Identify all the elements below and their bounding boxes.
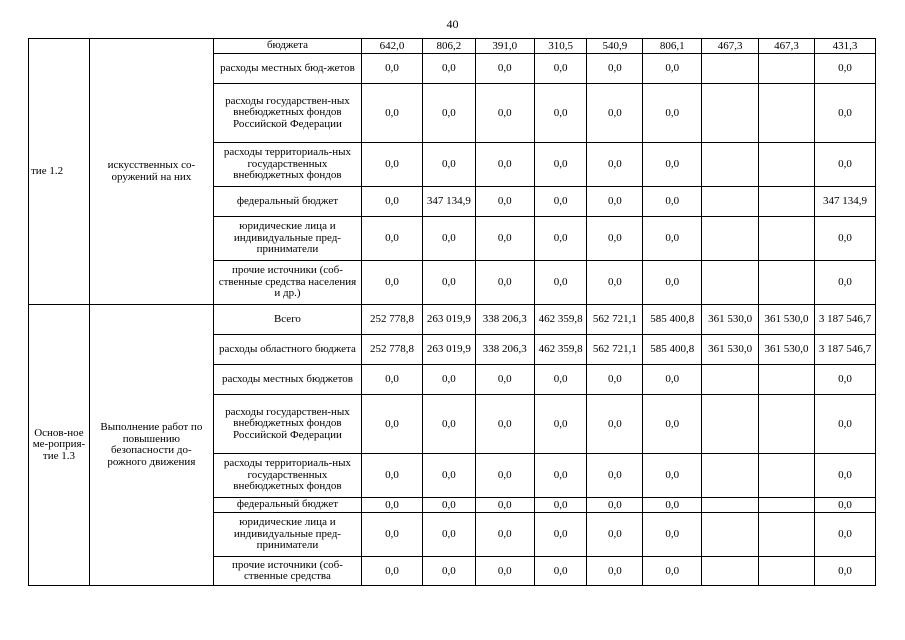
value-cell xyxy=(814,513,875,557)
value-cell xyxy=(587,498,643,513)
value-cell xyxy=(759,498,815,513)
value-cell xyxy=(362,454,423,498)
value-cell xyxy=(759,217,815,261)
value-cell xyxy=(759,395,815,454)
value-text: 0,0 xyxy=(608,106,622,119)
value-text: 0,0 xyxy=(497,469,512,481)
funding-source-cell: прочие источники (соб-ственные средства xyxy=(213,557,361,586)
value-cell xyxy=(702,84,759,143)
value-text: 0,0 xyxy=(608,564,622,577)
funding-source-cell: Всего xyxy=(213,305,361,335)
value-cell xyxy=(702,395,759,454)
value-text: 0,0 xyxy=(385,62,399,74)
value-text: 0,0 xyxy=(442,232,456,244)
value-cell xyxy=(643,84,702,143)
value-cell xyxy=(423,454,476,498)
value-text: 0,0 xyxy=(608,232,622,244)
value-cell xyxy=(475,261,534,305)
value-cell xyxy=(702,261,759,305)
value-cell xyxy=(475,143,534,187)
value-cell xyxy=(643,498,702,513)
value-cell xyxy=(643,187,702,217)
value-cell xyxy=(814,557,875,586)
value-cell xyxy=(362,365,423,395)
event-name-cell: Выполнение работ по повышению безопасности до-рожного движения xyxy=(89,305,213,586)
funding-source-cell: расходы местных бюд-жетов xyxy=(213,54,361,84)
value-cell xyxy=(534,217,587,261)
value-cell xyxy=(587,454,643,498)
value-cell xyxy=(362,557,423,586)
value-text: 0,0 xyxy=(497,232,512,244)
value-text: 806,2 xyxy=(436,39,462,52)
budget-table xyxy=(28,38,876,586)
event-code-cell: тие 1.2 xyxy=(29,39,90,305)
value-cell xyxy=(423,557,476,586)
value-cell xyxy=(475,395,534,454)
value-text: 0,0 xyxy=(553,158,568,170)
value-cell xyxy=(587,54,643,84)
value-cell xyxy=(814,305,875,335)
funding-source-cell: федеральный бюджет xyxy=(213,187,361,217)
value-cell xyxy=(423,335,476,365)
value-cell xyxy=(534,143,587,187)
value-text: 562 721,1 xyxy=(592,343,637,355)
value-cell xyxy=(587,365,643,395)
value-cell xyxy=(702,143,759,187)
value-text: 0,0 xyxy=(665,158,680,170)
value-text: 0,0 xyxy=(553,373,568,385)
funding-source-cell: расходы местных бюджетов xyxy=(213,365,361,395)
value-cell xyxy=(814,335,875,365)
value-cell xyxy=(587,143,643,187)
value-text: 338 206,3 xyxy=(482,313,527,325)
value-cell xyxy=(423,261,476,305)
value-text: 0,0 xyxy=(838,498,852,511)
value-text: 0,0 xyxy=(442,62,456,74)
value-cell xyxy=(643,143,702,187)
value-cell xyxy=(587,217,643,261)
value-cell xyxy=(814,187,875,217)
funding-source-cell: федеральный бюджет xyxy=(213,498,361,513)
value-text: 0,0 xyxy=(665,373,680,385)
value-text: 0,0 xyxy=(553,62,568,74)
value-cell xyxy=(702,365,759,395)
value-text: 0,0 xyxy=(665,528,680,540)
value-cell xyxy=(475,39,534,54)
value-text: 562 721,1 xyxy=(592,313,637,325)
value-cell xyxy=(362,305,423,335)
value-text: 0,0 xyxy=(442,106,456,119)
value-text: 0,0 xyxy=(497,528,512,540)
value-text: 0,0 xyxy=(608,469,622,481)
value-text: 0,0 xyxy=(665,276,680,288)
value-cell xyxy=(814,217,875,261)
value-text: 0,0 xyxy=(385,232,399,244)
value-text: 462 359,8 xyxy=(538,343,583,355)
value-text: 0,0 xyxy=(385,195,399,207)
value-text: 0,0 xyxy=(608,158,622,170)
value-text: 0,0 xyxy=(665,232,680,244)
value-text: 0,0 xyxy=(608,498,622,511)
value-cell xyxy=(423,54,476,84)
value-text: 467,3 xyxy=(717,39,743,52)
value-text: 540,9 xyxy=(602,39,628,52)
value-cell xyxy=(643,454,702,498)
value-text: 0,0 xyxy=(838,276,852,288)
value-cell xyxy=(587,84,643,143)
value-cell xyxy=(362,513,423,557)
value-cell xyxy=(587,513,643,557)
value-text: 0,0 xyxy=(553,528,568,540)
value-text: 338 206,3 xyxy=(482,343,527,355)
value-text: 0,0 xyxy=(385,158,399,170)
value-text: 0,0 xyxy=(838,158,852,170)
value-cell xyxy=(643,395,702,454)
value-text: 0,0 xyxy=(838,564,852,577)
value-text: 0,0 xyxy=(385,106,399,119)
value-cell xyxy=(423,84,476,143)
value-cell xyxy=(362,217,423,261)
value-cell xyxy=(534,498,587,513)
value-cell xyxy=(759,454,815,498)
value-text: 0,0 xyxy=(608,417,622,430)
value-text: 0,0 xyxy=(553,232,568,244)
value-text: 0,0 xyxy=(553,195,568,207)
value-cell xyxy=(702,454,759,498)
value-text: 0,0 xyxy=(608,528,622,540)
value-cell xyxy=(362,335,423,365)
value-text: 0,0 xyxy=(497,195,512,207)
value-cell xyxy=(643,513,702,557)
value-text: 0,0 xyxy=(442,158,456,170)
value-text: 391,0 xyxy=(492,39,518,52)
value-cell xyxy=(814,54,875,84)
value-cell xyxy=(643,335,702,365)
value-cell xyxy=(362,395,423,454)
value-text: 0,0 xyxy=(497,158,512,170)
value-cell xyxy=(423,217,476,261)
value-cell xyxy=(759,84,815,143)
value-cell xyxy=(587,305,643,335)
value-text: 0,0 xyxy=(442,564,456,577)
value-text: 0,0 xyxy=(497,564,512,577)
value-cell xyxy=(475,84,534,143)
value-cell xyxy=(475,305,534,335)
value-text: 0,0 xyxy=(553,469,568,481)
value-cell xyxy=(362,84,423,143)
value-cell xyxy=(475,54,534,84)
value-text: 3 187 546,7 xyxy=(818,343,872,355)
value-cell xyxy=(702,557,759,586)
value-cell xyxy=(587,39,643,54)
value-cell xyxy=(643,217,702,261)
value-cell xyxy=(534,557,587,586)
value-text: 0,0 xyxy=(385,528,399,540)
value-text: 0,0 xyxy=(665,106,680,119)
value-text: 0,0 xyxy=(553,276,568,288)
value-cell xyxy=(423,498,476,513)
value-text: 0,0 xyxy=(442,528,456,540)
value-cell xyxy=(814,365,875,395)
value-cell xyxy=(814,498,875,513)
value-cell xyxy=(423,513,476,557)
value-text: 252 778,8 xyxy=(370,313,415,325)
value-text: 0,0 xyxy=(442,469,456,481)
value-cell xyxy=(534,261,587,305)
value-text: 0,0 xyxy=(665,498,680,511)
value-cell xyxy=(475,335,534,365)
value-text: 0,0 xyxy=(497,498,512,511)
value-cell xyxy=(587,557,643,586)
value-text: 252 778,8 xyxy=(370,343,415,355)
value-text: 0,0 xyxy=(385,276,399,288)
value-text: 263 019,9 xyxy=(426,313,471,325)
value-text: 0,0 xyxy=(553,106,568,119)
funding-source-cell: бюджета xyxy=(213,39,361,54)
value-cell xyxy=(759,54,815,84)
value-text: 361 530,0 xyxy=(708,313,753,325)
value-text: 347 134,9 xyxy=(426,195,471,207)
value-cell xyxy=(643,261,702,305)
value-cell xyxy=(362,498,423,513)
value-cell xyxy=(702,217,759,261)
value-text: 0,0 xyxy=(442,276,456,288)
value-text: 642,0 xyxy=(379,39,405,52)
value-text: 310,5 xyxy=(548,39,573,52)
funding-source-cell: юридические лица и индивидуальные пред-приниматели xyxy=(213,513,361,557)
value-text: 0,0 xyxy=(385,469,399,481)
value-cell xyxy=(587,335,643,365)
value-text: 585 400,8 xyxy=(650,313,695,325)
value-cell xyxy=(475,498,534,513)
value-cell xyxy=(702,498,759,513)
value-text: 0,0 xyxy=(553,564,568,577)
value-cell xyxy=(475,513,534,557)
value-cell xyxy=(814,143,875,187)
value-cell xyxy=(759,557,815,586)
funding-source-cell: прочие источники (соб-ственные средства населения и др.) xyxy=(213,261,361,305)
value-text: 0,0 xyxy=(838,469,852,481)
value-cell xyxy=(643,365,702,395)
value-text: 806,1 xyxy=(659,39,685,52)
value-cell xyxy=(534,395,587,454)
value-cell xyxy=(534,54,587,84)
value-cell xyxy=(534,513,587,557)
value-cell xyxy=(759,305,815,335)
value-cell xyxy=(759,143,815,187)
value-text: 0,0 xyxy=(442,498,456,511)
value-cell xyxy=(475,187,534,217)
value-cell xyxy=(814,395,875,454)
value-cell xyxy=(423,305,476,335)
funding-source-cell: юридические лица и индивидуальные пред-приниматели xyxy=(213,217,361,261)
value-text: 0,0 xyxy=(385,564,399,577)
value-cell xyxy=(814,39,875,54)
value-cell xyxy=(759,365,815,395)
value-cell xyxy=(702,513,759,557)
funding-source-cell: расходы государствен-ных внебюджетных фондов Российской Федерации xyxy=(213,84,361,143)
funding-source-cell: расходы государствен-ных внебюджетных фондов Российской Федерации xyxy=(213,395,361,454)
value-cell xyxy=(423,365,476,395)
value-cell xyxy=(643,557,702,586)
value-cell xyxy=(362,54,423,84)
value-cell xyxy=(643,305,702,335)
table-row xyxy=(29,39,876,54)
value-cell xyxy=(423,187,476,217)
value-text: 0,0 xyxy=(497,373,512,385)
value-cell xyxy=(587,187,643,217)
table-row xyxy=(29,305,876,335)
value-text: 0,0 xyxy=(442,417,456,430)
value-text: 347 134,9 xyxy=(822,195,867,207)
value-text: 0,0 xyxy=(497,276,512,288)
funding-source-cell: расходы территориаль-ных государственных внебюджетных фондов xyxy=(213,143,361,187)
value-cell xyxy=(814,84,875,143)
value-cell xyxy=(814,261,875,305)
value-cell xyxy=(814,454,875,498)
value-cell xyxy=(643,54,702,84)
value-text: 361 530,0 xyxy=(708,343,753,355)
value-cell xyxy=(362,39,423,54)
value-text: 0,0 xyxy=(497,106,512,119)
value-cell xyxy=(475,557,534,586)
value-text: 0,0 xyxy=(553,498,568,511)
value-text: 0,0 xyxy=(497,417,512,430)
value-cell xyxy=(475,365,534,395)
value-cell xyxy=(643,39,702,54)
value-text: 263 019,9 xyxy=(426,343,471,355)
value-cell xyxy=(759,513,815,557)
value-text: 431,3 xyxy=(832,39,858,52)
value-text: 0,0 xyxy=(385,498,399,511)
value-cell xyxy=(362,261,423,305)
value-text: 0,0 xyxy=(838,417,852,430)
value-text: 467,3 xyxy=(774,39,799,52)
value-text: 0,0 xyxy=(665,564,680,577)
value-cell xyxy=(534,187,587,217)
value-cell xyxy=(362,187,423,217)
value-text: 462 359,8 xyxy=(538,313,583,325)
value-cell xyxy=(702,54,759,84)
value-text: 0,0 xyxy=(608,62,622,74)
value-text: 0,0 xyxy=(608,195,622,207)
value-text: 0,0 xyxy=(838,62,852,74)
value-text: 0,0 xyxy=(665,62,680,74)
value-text: 0,0 xyxy=(608,373,622,385)
funding-source-cell: расходы территориаль-ных государственных внебюджетных фондов xyxy=(213,454,361,498)
value-cell xyxy=(534,84,587,143)
value-cell xyxy=(587,261,643,305)
value-cell xyxy=(423,39,476,54)
value-cell xyxy=(702,335,759,365)
value-text: 0,0 xyxy=(838,373,852,385)
value-cell xyxy=(534,305,587,335)
value-cell xyxy=(534,335,587,365)
value-text: 0,0 xyxy=(665,469,680,481)
event-name-cell: искусственных со-оружений на них xyxy=(89,39,213,305)
value-cell xyxy=(475,454,534,498)
value-cell xyxy=(759,261,815,305)
value-text: 0,0 xyxy=(838,106,852,119)
value-cell xyxy=(759,39,815,54)
value-text: 0,0 xyxy=(838,232,852,244)
value-text: 0,0 xyxy=(665,417,680,430)
value-text: 585 400,8 xyxy=(650,343,695,355)
value-text: 0,0 xyxy=(442,373,456,385)
value-cell xyxy=(759,187,815,217)
value-cell xyxy=(759,335,815,365)
value-cell xyxy=(362,143,423,187)
event-code-cell: Основ-ное ме-роприя-тие 1.3 xyxy=(29,305,90,586)
value-cell xyxy=(423,143,476,187)
value-cell xyxy=(587,395,643,454)
value-cell xyxy=(702,39,759,54)
value-text: 0,0 xyxy=(838,528,852,540)
page-number: 40 xyxy=(446,17,459,31)
value-text: 3 187 546,7 xyxy=(818,313,872,325)
value-cell xyxy=(534,39,587,54)
value-cell xyxy=(423,395,476,454)
value-text: 0,0 xyxy=(665,195,680,207)
value-text: 0,0 xyxy=(497,62,512,74)
value-text: 0,0 xyxy=(608,276,622,288)
value-cell xyxy=(534,365,587,395)
value-cell xyxy=(534,454,587,498)
value-text: 361 530,0 xyxy=(764,313,809,325)
value-cell xyxy=(475,217,534,261)
value-text: 0,0 xyxy=(385,417,399,430)
funding-source-cell: расходы областного бюджета xyxy=(213,335,361,365)
value-cell xyxy=(702,187,759,217)
value-text: 361 530,0 xyxy=(764,343,809,355)
value-text: 0,0 xyxy=(385,373,399,385)
value-text: 0,0 xyxy=(553,417,568,430)
value-cell xyxy=(702,305,759,335)
